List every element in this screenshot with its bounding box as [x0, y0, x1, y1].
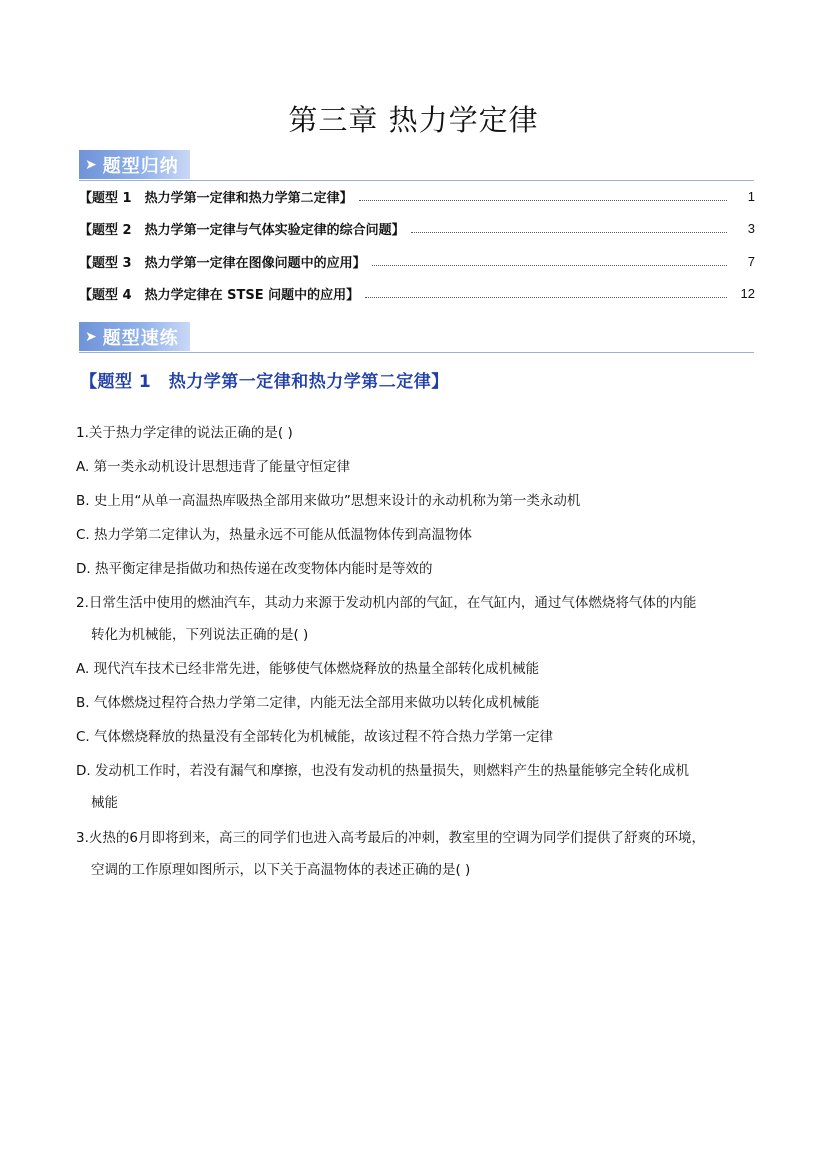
question-stem-continued: 空调的工作原理如图所示，以下关于高温物体的表述正确的是( ) [91, 862, 471, 878]
toc-entry[interactable] [79, 250, 755, 272]
arrow-right-icon: ➤ [85, 328, 98, 345]
option-d: D. 热平衡定律是指做功和热传递在改变物体内能时是等效的 [76, 561, 433, 577]
toc-page-number: 1 [747, 188, 755, 204]
question-stem-continued: 转化为机械能，下列说法正确的是( ) [91, 627, 309, 643]
toc-page-number: 7 [747, 253, 755, 269]
option-c: C. 气体燃烧释放的热量没有全部转化为机械能，故该过程不符合热力学第一定律 [76, 729, 554, 745]
toc-entry-label: 【题型 1 热力学第一定律和热力学第二定律】 [79, 190, 353, 206]
arrow-right-icon: ➤ [85, 156, 98, 173]
toc-entry-label: 【题型 4 热力学定律在 STSE 问题中的应用】 [79, 287, 360, 303]
section-tab [79, 322, 190, 351]
option-b: B. 史上用“从单一高温热库吸热全部用来做功”思想来设计的永动机称为第一类永动机 [76, 493, 581, 509]
toc-leader-dots [372, 265, 727, 266]
toc-page-number: 3 [747, 220, 755, 236]
toc-page-number: 12 [740, 285, 755, 301]
section-header-practice [79, 322, 754, 353]
section-title: 题型归纳 [102, 155, 179, 177]
option-b: B. 气体燃烧过程符合热力学第二定律，内能无法全部用来做功以转化成机械能 [76, 695, 540, 711]
option-c: C. 热力学第二定律认为，热量永远不可能从低温物体传到高温物体 [76, 527, 473, 543]
toc-entry[interactable] [79, 217, 755, 239]
question-stem: 3.火热的6月即将到来，高三的同学们也进入高考最后的冲刺，教室里的空调为同学们提供了舒爽的环境， [76, 830, 705, 846]
toc-entry[interactable] [79, 282, 755, 304]
toc-entry-label: 【题型 3 热力学第一定律在图像问题中的应用】 [79, 255, 366, 271]
option-a: A. 现代汽车技术已经非常先进，能够使气体燃烧释放的热量全部转化成机械能 [76, 661, 540, 677]
toc-entry-label: 【题型 2 热力学第一定律与气体实验定律的综合问题】 [79, 222, 405, 238]
section-title: 题型速练 [102, 327, 179, 349]
section-header-summary [79, 150, 754, 181]
toc-leader-dots [411, 232, 727, 233]
page-title: 第三章 热力学定律 [288, 103, 539, 137]
toc-entry[interactable] [79, 185, 755, 207]
toc-leader-dots [365, 297, 727, 298]
question-stem: 1.关于热力学定律的说法正确的是( ) [76, 425, 293, 441]
toc-leader-dots [359, 200, 727, 201]
question-stem: 2.日常生活中使用的燃油汽车，其动力来源于发动机内部的气缸，在气缸内，通过气体燃烧将气体的内能 [76, 595, 697, 611]
question-type-heading: 【题型 1 热力学第一定律和热力学第二定律】 [80, 372, 449, 392]
option-d-continued: 械能 [91, 795, 118, 811]
option-a: A. 第一类永动机设计思想违背了能量守恒定律 [76, 459, 351, 475]
option-d: D. 发动机工作时，若没有漏气和摩擦，也没有发动机的热量损失，则燃料产生的热量能够完全转化成机 [76, 763, 689, 779]
section-tab [79, 150, 190, 179]
